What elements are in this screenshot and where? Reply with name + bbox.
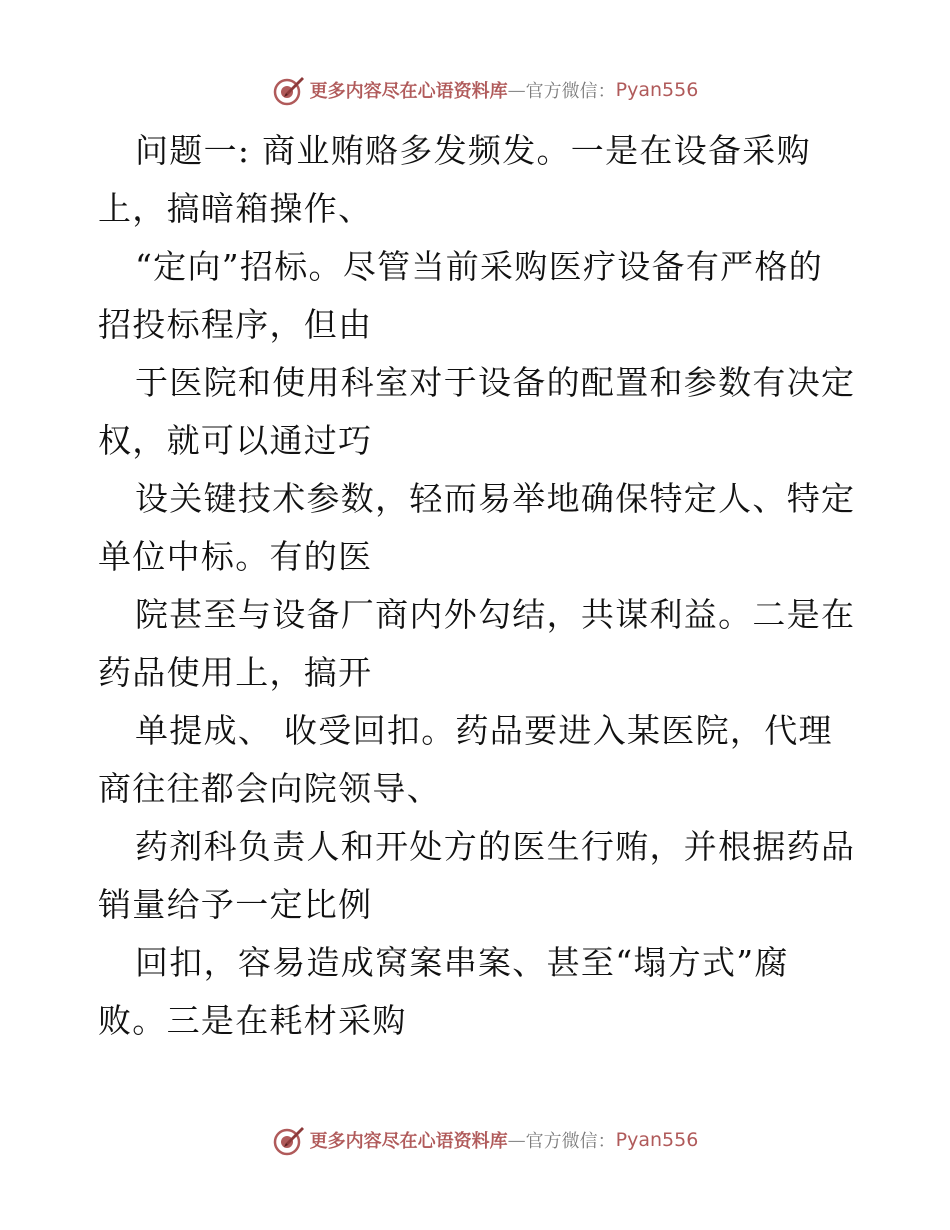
header-banner xyxy=(0,70,950,110)
header-wechat-label: 官方微信： xyxy=(525,81,616,102)
pen-logo-icon xyxy=(272,73,306,107)
footer-banner-text: 更多内容尽在心语资料库 xyxy=(309,1131,508,1152)
footer-wechat-id: Pyan556 xyxy=(615,1129,699,1151)
body-line: 销量给予一定比例 xyxy=(98,885,373,924)
footer-separator: — xyxy=(507,1129,526,1151)
header-wechat-id: Pyan556 xyxy=(615,79,699,101)
footer-banner xyxy=(0,1120,950,1160)
header-banner-text: 更多内容尽在心语资料库 xyxy=(309,81,508,102)
header-separator: — xyxy=(507,79,526,101)
body-line: 设关键技术参数，轻而易举地确保特定人、特定 xyxy=(135,479,856,518)
body-line: 药剂科负责人和开处方的医生行贿，并根据药品 xyxy=(135,827,856,866)
body-line: 于医院和使用科室对于设备的配置和参数有决定 xyxy=(135,363,856,402)
body-line: 上，搞暗箱操作、 xyxy=(98,189,373,228)
body-line: 权，就可以通过巧 xyxy=(98,421,373,460)
body-line: 问题一: 商业贿赂多发频发。一是在设备采购 xyxy=(135,131,811,170)
document-body xyxy=(98,122,858,1050)
header-banner-inner xyxy=(272,73,699,107)
body-line: 单提成、 收受回扣。药品要进入某医院，代理 xyxy=(135,711,833,750)
body-line: “定向”招标。尽管当前采购医疗设备有严格的 xyxy=(135,247,824,286)
body-line: 商往往都会向院领导、 xyxy=(98,769,441,808)
body-line: 回扣，容易造成窝案串案、甚至“塌方式”腐 xyxy=(135,943,789,982)
footer-wechat-label: 官方微信： xyxy=(525,1131,616,1152)
body-line: 败。三是在耗材采购 xyxy=(98,1001,407,1040)
pen-logo-icon xyxy=(272,1123,306,1157)
body-line: 院甚至与设备厂商内外勾结，共谋利益。二是在 xyxy=(135,595,856,634)
body-line: 招投标程序，但由 xyxy=(98,305,373,344)
footer-banner-inner xyxy=(272,1123,699,1157)
body-line: 药品使用上，搞开 xyxy=(98,653,373,692)
body-line: 单位中标。有的医 xyxy=(98,537,373,576)
